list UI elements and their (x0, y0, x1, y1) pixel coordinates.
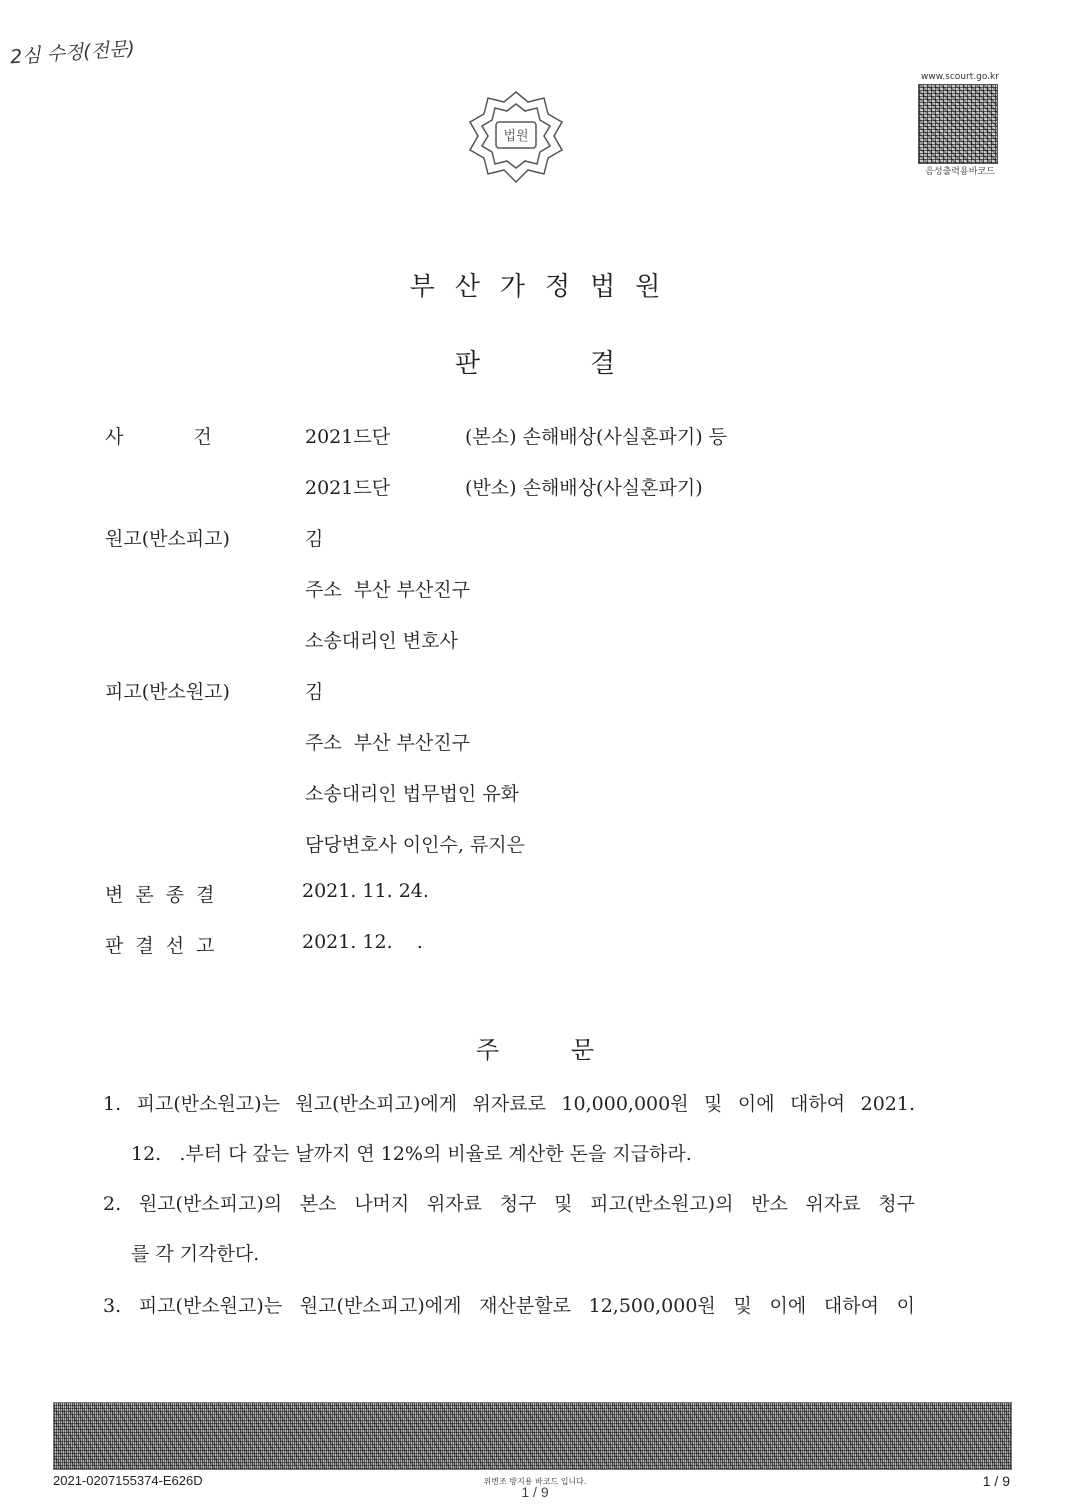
case-label: 사건 (105, 426, 282, 448)
page-number: 1 / 9 (982, 1473, 1010, 1489)
order-item-1-cont: 12. .부터 다 갚는 날까지 연 12%의 비율로 계산한 돈을 지급하라. (131, 1143, 692, 1165)
case-claim-main: 손해배상(사실혼파기) 등 (522, 426, 727, 448)
case-desc-main (465, 422, 727, 449)
plaintiff-agent: 소송대리인 변호사 (305, 630, 458, 652)
court-seal-icon (466, 88, 566, 188)
document-title: 판결 (454, 349, 726, 379)
defendant-label: 피고(반소원고) (105, 681, 230, 703)
document-id: 2021-0207155374-E626D (53, 1473, 203, 1488)
case-type-main: (본소) (465, 426, 517, 448)
anti-forgery-barcode-icon (53, 1402, 1012, 1470)
order-item-1: 1. 피고(반소원고)는 원고(반소피고)에게 위자료로 10,000,000원 및 이에 대하여 2021. (103, 1093, 915, 1115)
verdict-date: 2021. 12. . (302, 931, 423, 953)
hearing-end-date: 2021. 11. 24. (302, 880, 429, 902)
plaintiff-address: 주소 부산 부산진구 (305, 579, 470, 601)
barcode-notice: 위변조 방지용 바코드 입니다. (483, 1477, 587, 1486)
order-item-2-cont: 를 각 기각한다. (131, 1243, 260, 1265)
verify-label: 음성출력용바코드 (925, 167, 995, 177)
defendant-agent: 소송대리인 법무법인 유화 (305, 783, 519, 805)
case-type-counter: (반소) (465, 477, 517, 499)
defendant-lawyers: 담당변호사 이인수, 류지은 (305, 834, 526, 856)
order-item-2: 2. 원고(반소피고)의 본소 나머지 위자료 청구 및 피고(반소원고)의 반소 위자료 청구 (103, 1193, 915, 1215)
case-claim-counter: 손해배상(사실혼파기) (522, 477, 703, 499)
case-number-main: 2021드단 (305, 426, 391, 448)
order-title: 주문 (475, 1036, 667, 1064)
plaintiff-name: 김 (305, 528, 324, 550)
page-number-center: 1 / 9 (521, 1484, 549, 1500)
verdict-date-label: 판결선고 (105, 935, 227, 957)
case-number-counter: 2021드단 (305, 477, 391, 499)
handwritten-note: 2심 수정(전문) (9, 37, 136, 69)
case-desc-counter (465, 473, 703, 500)
order-item-3: 3. 피고(반소원고)는 원고(반소피고)에게 재산분할로 12,500,000원 및 이에 대하여 이 (103, 1295, 915, 1317)
plaintiff-label: 원고(반소피고) (105, 528, 230, 550)
verify-url: www.scourt.go.kr (921, 72, 999, 82)
hearing-end-label: 변론종결 (105, 884, 227, 906)
court-name: 부산가정법원 (409, 272, 681, 302)
qr-code-icon (918, 84, 998, 164)
seal-text: 법원 (503, 129, 529, 144)
defendant-address: 주소 부산 부산진구 (305, 732, 470, 754)
defendant-name: 김 (305, 681, 324, 703)
